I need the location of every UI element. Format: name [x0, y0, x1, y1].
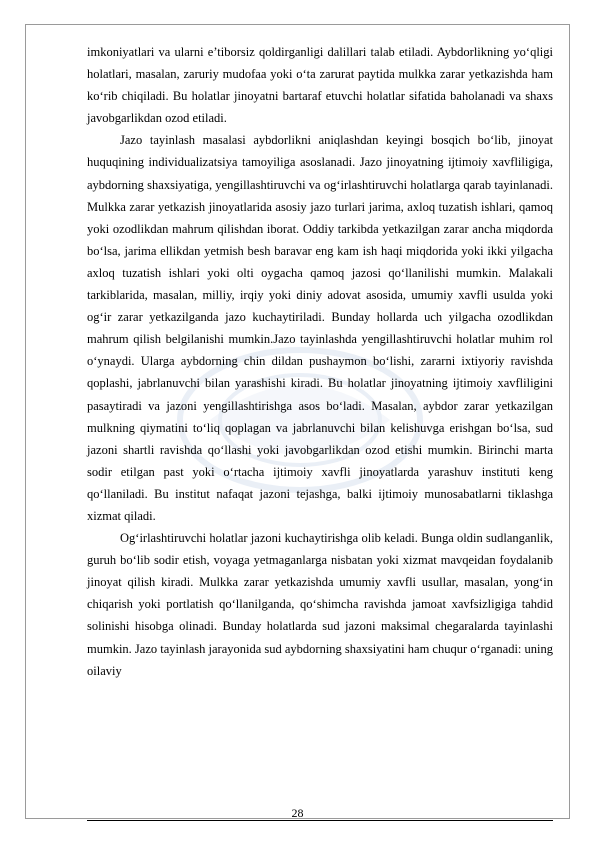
paragraph-2: Jazo tayinlash masalasi aybdorlikni aniqlashdan keyingi bosqich bo‘lib, jinoyat huquqining individualizatsiya tamoyiliga asoslanadi. Jazo jinoyatning ijtimoiy xavfliligiga, aybdorning shaxsiyatiga, yengillashtiruvchi va og‘irlashtiruvchi holatlarga qarab tayinlanadi. Mulkka zarar yetkazish jinoyatlarida asosiy jazo turlari jarima, axloq tuzatish ishlari, qamoq yoki ozodlikdan mahrum qilishdan iborat. Oddiy tarkibda yetkazilgan zarar ancha miqdorda bo‘lsa, jarima ellikdan yetmish besh baravar eng kam ish haqi miqdorida yoki ikki yilgacha axloq tuzatish ishlari yoki olti oygacha qamoq jazosi qo‘llanilishi mumkin. Malakali tarkiblarida, masalan, milliy, irqiy yoki diniy adovat asosida, umumiy xavfli usulda yoki og‘ir zarar yetkazilganda jazo kuchaytiriladi. Bunday hollarda uch yilgacha ozodlikdan mahrum qilish belgilanishi mumkin.Jazo tayinlashda yengillashtiruvchi holatlar muhim rol o‘ynaydi. Ularga aybdorning chin dildan pushaymon bo‘lishi, zararni ixtiyoriy ravishda qoplashi, jabrlanuvchi bilan yarashishi kiradi. Bu holatlar jinoyatning ijtimoiy xavfliligini pasaytiradi va jazoni yengillashtirishga asos bo‘ladi. Masalan, aybdor zarar yetkazilgan mulkning qiymatini to‘liq qoplagan va jabrlanuvchi bilan kelishuvga erishgan bo‘lsa, sud jazoni shartli ravishda qo‘llashi yoki javobgarlikdan ozod etishi mumkin. Birinchi marta sodir etilgan past yoki o‘rtacha ijtimoiy xavfli jinoyatlarda yarashuv instituti keng qo‘llaniladi. Bu institut nafaqat jazoni tejashga, balki ijtimoiy munosabatlarni tiklashga xizmat qiladi. — [87, 133, 553, 523]
paragraph-3: Og‘irlashtiruvchi holatlar jazoni kuchaytirishga olib keladi. Bunga oldin sudlanganlik, guruh bo‘lib sodir etish, voyaga yetmaganlarga nisbatan yoki xizmat mavqeidan foydalanib jinoyat qilish kiradi. Mulkka zarar yetkazishda umumiy xavfli usullar, masalan, yong‘in chiqarish yoki portlatish qo‘llanilganda, qo‘shimcha ravishda jamoat xavfsizligiga tahdid solinishi hisobga olinadi. Bunday holatlarda sud jazoni maksimal chegaralarda tayinlashi mumkin. Jazo tayinlash jarayonida sud aybdorning shaxsiyatini ham chuqur o‘rganadi: uning oilaviy — [87, 531, 553, 678]
document-body — [87, 41, 553, 682]
paragraph-1: imkoniyatlari va ularni e’tiborsiz qoldirganligi dalillari talab etiladi. Aybdorlikning yo‘qligi holatlari, masalan, zaruriy mudofaa yoki o‘ta zarurat paytida mulkka zarar yetkazishda ham ko‘rib chiqiladi. Bu holatlar jinoyatni bartaraf etuvchi holatlar sifatida baholanadi va shaxs javobgarlikdan ozod etiladi. — [87, 45, 553, 126]
page-number: 28 — [291, 806, 304, 820]
footer-divider — [87, 820, 553, 821]
